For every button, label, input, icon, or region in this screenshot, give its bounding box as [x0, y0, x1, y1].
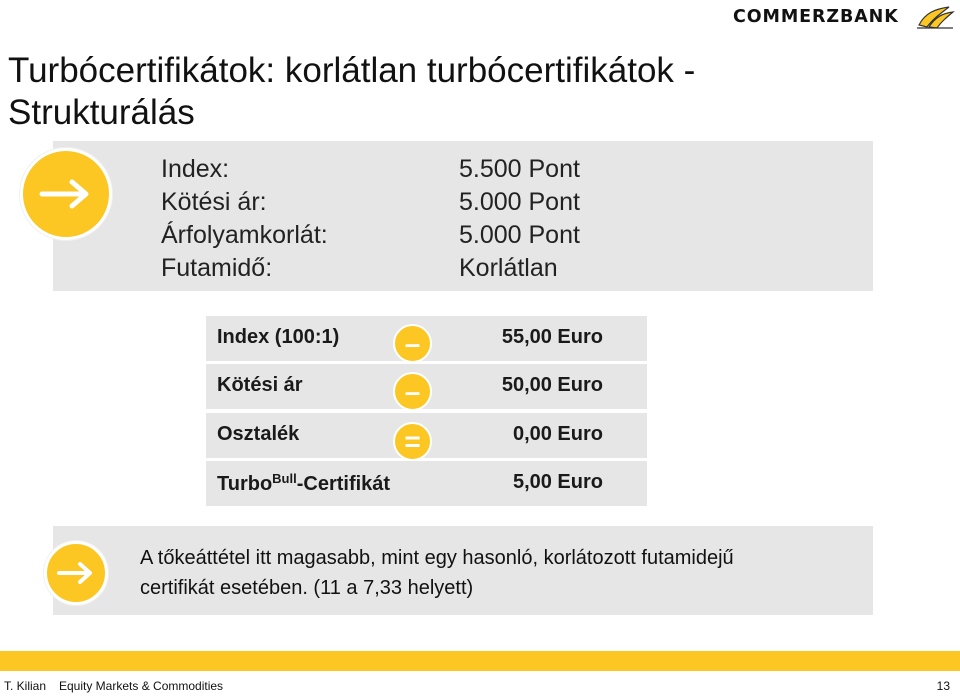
- calc-row-result: [206, 461, 647, 506]
- commerzbank-logo: [733, 4, 955, 30]
- page-title: [8, 50, 908, 134]
- calc-label-sup: Bull: [272, 471, 297, 486]
- calc-label: Osztalék: [217, 423, 300, 445]
- param-label-term: Futamidő:: [161, 254, 273, 282]
- calc-label-rest: -Certifikát: [296, 473, 391, 495]
- calc-value: 0,00 Euro: [512, 423, 603, 445]
- note-line-1: A tőkeáttétel itt magasabb, mint egy hasonló, korlátozott futamidejű: [140, 547, 734, 569]
- calc-label: [217, 471, 390, 496]
- param-label-index: Index:: [161, 155, 230, 183]
- right-arrow-glyph: [56, 559, 96, 587]
- right-arrow-icon: [44, 541, 108, 605]
- calc-label: Kötési ár: [217, 374, 303, 396]
- param-label-strike: Kötési ár:: [161, 188, 267, 216]
- calc-value: 5,00 Euro: [512, 471, 603, 493]
- note-line-2: certifikát esetében. (11 a 7,33 helyett): [140, 577, 474, 599]
- param-value-term: Korlátlan: [459, 254, 558, 282]
- right-arrow-icon: [20, 148, 112, 240]
- operator-glyph: –: [404, 327, 421, 359]
- minus-operator-icon: [393, 372, 432, 411]
- title-line-2: Strukturálás: [8, 93, 195, 132]
- operator-glyph: –: [404, 375, 421, 407]
- calc-label-main: Turbo: [217, 473, 273, 495]
- footer: [0, 676, 960, 696]
- param-value-index: 5.500 Pont: [459, 155, 580, 183]
- calc-label: Index (100:1): [217, 326, 340, 348]
- equals-operator-icon: [393, 422, 432, 461]
- operator-glyph: =: [404, 425, 421, 457]
- param-value-strike: 5.000 Pont: [459, 188, 580, 216]
- parameter-labels: [161, 153, 328, 285]
- logo-text: COMMERZBANK: [733, 7, 899, 27]
- param-label-barrier: Árfolyamkorlát:: [161, 221, 328, 249]
- footer-accent-bar: [0, 651, 960, 671]
- page-number: 13: [936, 679, 950, 693]
- minus-operator-icon: [393, 324, 432, 363]
- footer-department: Equity Markets & Commodities: [59, 679, 224, 693]
- calc-value: 50,00 Euro: [501, 374, 603, 396]
- calc-value: 55,00 Euro: [501, 326, 603, 348]
- param-value-barrier: 5.000 Pont: [459, 221, 580, 249]
- note-text: [140, 543, 734, 603]
- right-arrow-glyph: [38, 174, 94, 214]
- footer-author: T. Kilian: [4, 679, 47, 693]
- title-line-1: Turbócertifikátok: korlátlan turbócertifikátok -: [8, 51, 696, 90]
- commerzbank-ribbon-icon: [915, 3, 955, 31]
- parameter-values: [459, 153, 580, 285]
